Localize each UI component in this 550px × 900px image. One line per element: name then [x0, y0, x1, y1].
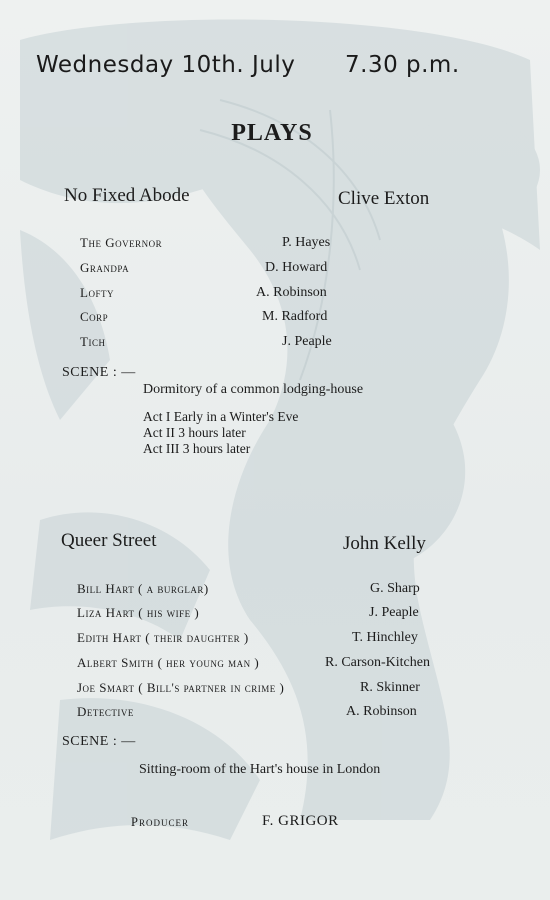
- role-name: Albert Smith ( her young man ): [77, 655, 260, 670]
- role-name: Corp: [80, 309, 109, 324]
- cast-row: [0, 605, 550, 625]
- scene-label: SCENE : —: [62, 365, 136, 380]
- playwright: John Kelly: [343, 533, 426, 554]
- cast-row: [0, 309, 550, 329]
- producer-label: Producer: [131, 815, 189, 829]
- actor-name: A. Robinson: [346, 704, 417, 719]
- actor-name: A. Robinson: [256, 285, 327, 300]
- cast-row: [0, 581, 550, 601]
- cast-row: [0, 285, 550, 305]
- cast-row: [0, 260, 550, 280]
- actor-name: R. Skinner: [360, 680, 420, 695]
- actor-name: R. Carson-Kitchen: [325, 655, 430, 670]
- actor-name: G. Sharp: [370, 581, 420, 596]
- performance-date: Wednesday 10th. July: [36, 52, 296, 78]
- producer-name: F. GRIGOR: [262, 813, 339, 829]
- scene-label: SCENE : —: [62, 734, 136, 749]
- performance-header: [36, 52, 460, 78]
- act-line: Act I Early in a Winter's Eve: [143, 409, 299, 424]
- section-title: PLAYS: [231, 120, 313, 146]
- role-name: Tich: [80, 334, 106, 349]
- scene-description: Dormitory of a common lodging-house: [143, 382, 364, 397]
- cast-row: [0, 235, 550, 255]
- play-title: Queer Street: [61, 530, 157, 551]
- role-name: The Governor: [80, 235, 163, 250]
- act-line: Act II 3 hours later: [143, 425, 246, 440]
- actor-name: P. Hayes: [282, 235, 331, 250]
- role-name: Detective: [77, 704, 134, 719]
- role-name: Joe Smart ( Bill's partner in crime ): [77, 680, 285, 695]
- cast-row: [0, 630, 550, 650]
- role-name: Edith Hart ( their daughter ): [77, 630, 249, 645]
- playwright: Clive Exton: [338, 188, 430, 209]
- scene-description: Sitting-room of the Hart's house in London: [139, 762, 381, 777]
- act-line: Act III 3 hours later: [143, 441, 251, 456]
- cast-row: [0, 704, 550, 724]
- actor-name: J. Peaple: [369, 605, 419, 620]
- role-name: Grandpa: [80, 260, 130, 275]
- role-name: Lofty: [80, 285, 114, 300]
- cast-row: [0, 680, 550, 700]
- role-name: Liza Hart ( his wife ): [77, 605, 200, 620]
- play-title: No Fixed Abode: [64, 185, 190, 206]
- actor-name: T. Hinchley: [352, 630, 418, 645]
- actor-name: M. Radford: [262, 309, 328, 324]
- cast-row: [0, 655, 550, 675]
- role-name: Bill Hart ( a burglar): [77, 581, 209, 596]
- cast-row: [0, 334, 550, 354]
- actor-name: J. Peaple: [282, 334, 332, 349]
- performance-time: 7.30 p.m.: [345, 52, 460, 78]
- actor-name: D. Howard: [265, 260, 328, 275]
